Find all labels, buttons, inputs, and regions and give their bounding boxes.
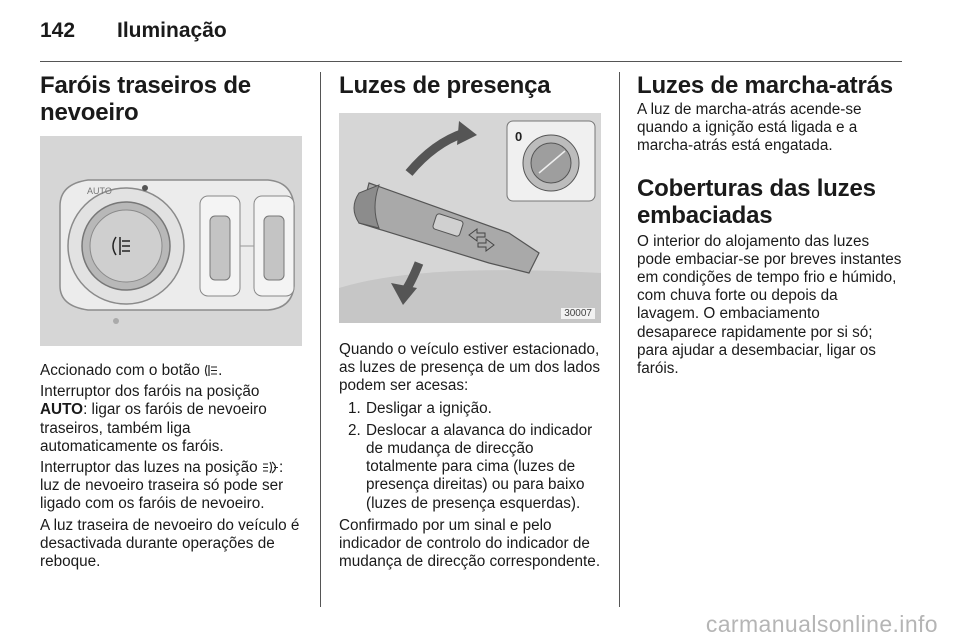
steps-list [339, 400, 604, 513]
section-heading: Faróis traseiros de nevoeiro [40, 72, 251, 126]
section-heading: Luzes de presença [339, 72, 551, 99]
section-heading: Luzes de marcha-atrás [637, 72, 893, 99]
paragraph-reverse: A luz de marcha-atrás acende-se quando a ignição está ligada e a marcha-atrás está engatada. [637, 101, 862, 155]
list-item [339, 400, 604, 418]
light-switch-illustration [40, 136, 302, 346]
auto-label: AUTO [40, 401, 84, 419]
step-number: 1. [348, 399, 361, 417]
header-rule [40, 61, 902, 62]
paragraph-fogged-covers: O interior do alojamento das luzes pode embaciar-se por breves instantes em condições de tempo frio e húmido, com chuva forte ou depois da lavagem. O embaciamento desaparece rapidamente por si só; para ajudar a desembaciar, ligar os faróis. [637, 232, 902, 378]
column-divider [320, 72, 321, 607]
text-fragment: : luz de nevoeiro traseira só pode ser ligado com os faróis de nevoeiro. [40, 459, 284, 513]
auto-label: AUTO [87, 186, 112, 196]
list-item [339, 422, 604, 513]
step-text: Desligar a ignição. [366, 399, 492, 417]
column-rear-fog [40, 72, 304, 574]
spacer [637, 159, 902, 175]
indicator-stalk-figure [339, 113, 601, 323]
paragraph-towing: A luz traseira de nevoeiro do veículo é desactivada durante operações de reboque. [40, 516, 300, 571]
paragraph-confirmation: Confirmado por um sinal e pelo indicador de controlo do indicador de mudança de direcção correspondente. [339, 516, 601, 571]
section-heading: Coberturas das luzes embaciadas [637, 174, 876, 229]
front-fog-icon [262, 461, 279, 474]
column-reverse-lights [637, 72, 902, 381]
step-text: Deslocar a alavanca do indicador de mudança de direcção totalmente para cima (luzes de presença direitas) ou para baixo (luzes de presença esquerdas). [366, 421, 593, 512]
column-parking-lights [339, 72, 604, 574]
text-fragment: . [218, 362, 223, 379]
figure-code: 30007 [561, 308, 595, 319]
text-fragment: Interruptor das luzes na posição [40, 459, 262, 477]
step-number: 2. [348, 421, 361, 439]
rear-fog-icon [204, 364, 218, 377]
text-fragment: Interruptor dos faróis na posição [40, 383, 260, 401]
text-fragment: : ligar os faróis de nevoeiro traseiros, também liga automaticamente os faróis. [40, 401, 267, 455]
watermark: carmanualsonline.info [705, 611, 938, 637]
page-number: 142 [40, 19, 76, 42]
paragraph-auto [40, 383, 304, 456]
indicator-stalk-illustration [339, 113, 601, 323]
paragraph-front-fog [40, 459, 304, 514]
paragraph-fog-button [40, 362, 304, 380]
page-header [0, 0, 960, 62]
column-divider [619, 72, 620, 607]
text-fragment: Accionado com o botão [40, 362, 205, 379]
paragraph-parking-intro: Quando o veículo estiver estacionado, as luzes de presença de um dos lados podem ser acesas: [339, 341, 601, 395]
light-switch-figure [40, 136, 302, 346]
chapter-title: Iluminação [117, 19, 227, 42]
ignition-zero-label: 0 [515, 129, 523, 144]
